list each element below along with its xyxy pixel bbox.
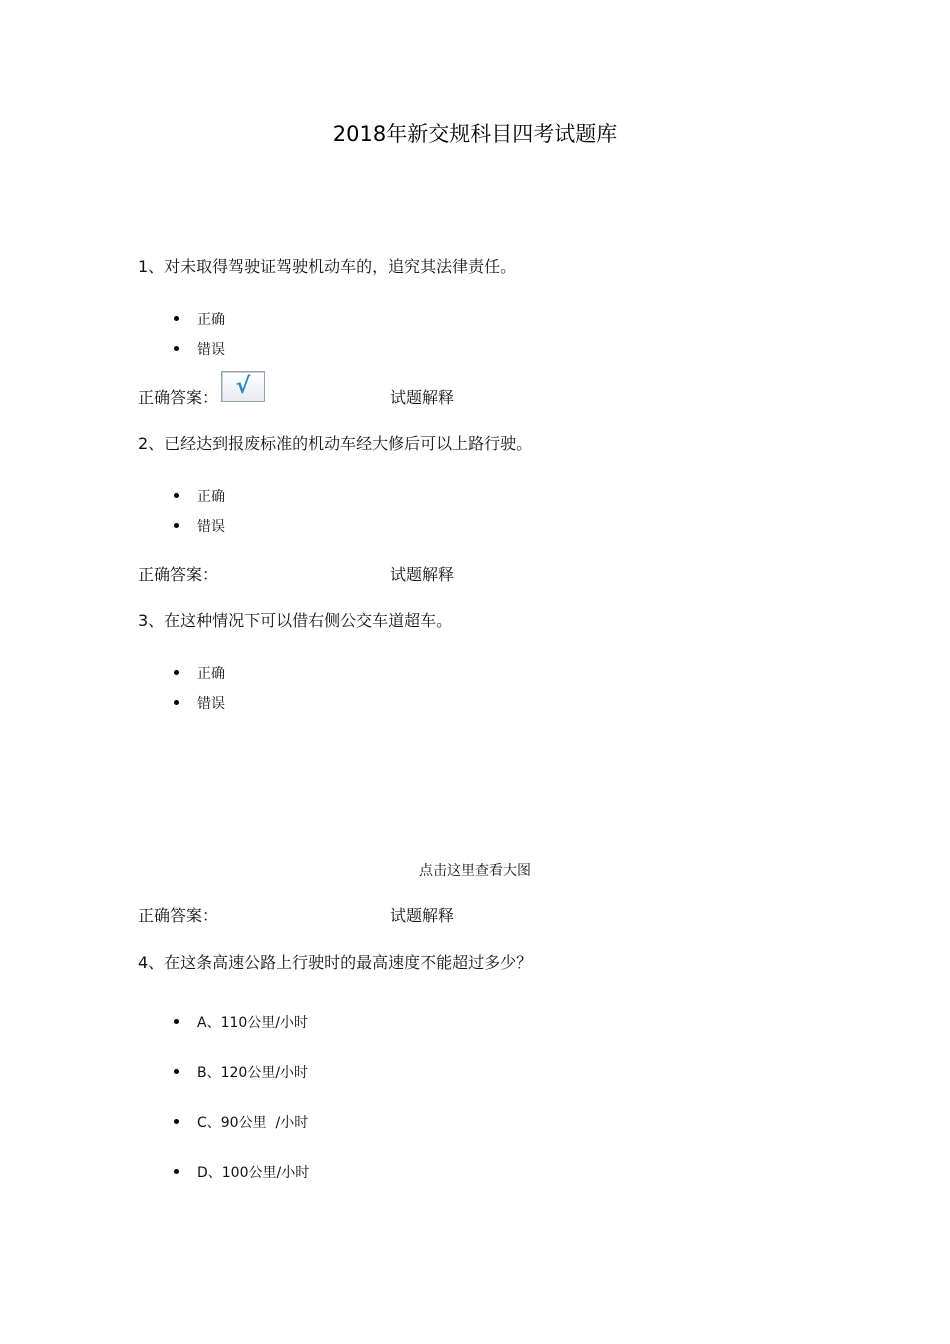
question-4-text: 4、在这条高速公路上行驶时的最高速度不能超过多少？ bbox=[138, 953, 533, 972]
question-4-option-a[interactable] bbox=[174, 1013, 308, 1033]
question-1-explain-link[interactable]: 试题解释 bbox=[390, 388, 455, 407]
question-3-answer-label: 正确答案： bbox=[138, 906, 219, 925]
question-4-option-c[interactable] bbox=[174, 1113, 308, 1133]
option-label: 正确 bbox=[197, 489, 225, 505]
bullet-icon bbox=[174, 700, 179, 705]
bullet-icon bbox=[174, 1069, 179, 1074]
question-3-text: 3、在这种情况下可以借右侧公交车道超车。 bbox=[138, 611, 453, 630]
bullet-icon bbox=[174, 316, 179, 321]
bullet-icon bbox=[174, 523, 179, 528]
option-label: B、120公里/小时 bbox=[197, 1065, 309, 1081]
question-2-option-2[interactable] bbox=[174, 517, 225, 537]
view-large-image-link[interactable]: 点击这里查看大图 bbox=[419, 863, 531, 879]
page-title: 2018年新交规科目四考试题库 bbox=[332, 122, 618, 146]
question-1-option-1[interactable] bbox=[174, 310, 225, 330]
question-1-option-2[interactable] bbox=[174, 340, 225, 360]
option-label: 正确 bbox=[197, 312, 225, 328]
question-3-option-1[interactable] bbox=[174, 664, 225, 684]
option-label: 正确 bbox=[197, 666, 225, 682]
bullet-icon bbox=[174, 346, 179, 351]
option-label: 错误 bbox=[197, 696, 225, 712]
question-1-answer-label: 正确答案： bbox=[138, 388, 219, 407]
option-label: 错误 bbox=[197, 519, 225, 535]
question-2-explain-link[interactable]: 试题解释 bbox=[390, 565, 455, 584]
question-3-option-2[interactable] bbox=[174, 694, 225, 714]
question-2-answer-label: 正确答案： bbox=[138, 565, 219, 584]
question-2-option-1[interactable] bbox=[174, 487, 225, 507]
bullet-icon bbox=[174, 1119, 179, 1124]
question-3-explain-link[interactable]: 试题解释 bbox=[390, 906, 455, 925]
question-1-text: 1、对未取得驾驶证驾驶机动车的，追究其法律责任。 bbox=[138, 257, 517, 276]
bullet-icon bbox=[174, 493, 179, 498]
bullet-icon bbox=[174, 1019, 179, 1024]
question-4-option-b[interactable] bbox=[174, 1063, 308, 1083]
option-label: 错误 bbox=[197, 342, 225, 358]
question-2-text: 2、已经达到报废标准的机动车经大修后可以上路行驶。 bbox=[138, 434, 533, 453]
bullet-icon bbox=[174, 1169, 179, 1174]
question-4-option-d[interactable] bbox=[174, 1163, 309, 1183]
check-mark-icon: √ bbox=[221, 371, 265, 402]
option-label: C、90公里 /小时 bbox=[197, 1115, 309, 1131]
bullet-icon bbox=[174, 670, 179, 675]
option-label: A、110公里/小时 bbox=[197, 1015, 309, 1031]
option-label: D、100公里/小时 bbox=[197, 1165, 310, 1181]
